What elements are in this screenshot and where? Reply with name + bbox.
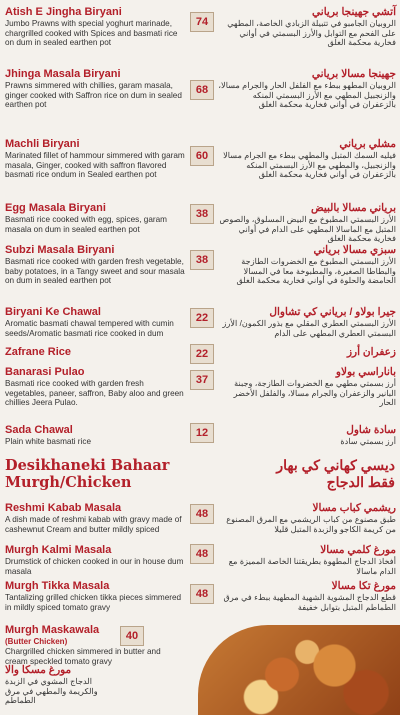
item-name: Machli Biryani — [5, 138, 80, 150]
item-description-arabic: فيليه السمك المتبل والمطهي ببطء مع الجرام مسالا والزنجبيل، والمطهي مع الأرز البسمتي المنكه بالزعفران في أواني فخارية محكمة الغلق — [223, 151, 396, 180]
section-title-arabic-line-1: ديسي كهاني كي بهار — [276, 457, 395, 473]
price-badge: 48 — [190, 504, 214, 524]
item-name: Sada Chawal — [5, 424, 73, 436]
item-description-arabic: أرز بسمتي سادة — [340, 437, 396, 446]
price-badge: 12 — [190, 423, 214, 443]
price-badge: 60 — [190, 146, 214, 166]
item-description-arabic: أفخاذ الدجاج المطهوة بطريقتنا الخاصة المميزة مع الدام ماسالا — [228, 557, 396, 576]
item-name-arabic: جيرا بولاو / برياني كي تشاوال — [269, 306, 396, 318]
item-description-arabic: الأرز البسمتي العطري المقلي مع بذور الكمون/ الأرز البسمتي العطري المطهي على الدام — [222, 319, 396, 338]
item-name: Reshmi Kabab Masala — [5, 502, 122, 514]
dish-photo — [198, 625, 400, 715]
item-description: Plain white basmati rice — [5, 437, 92, 446]
item-name-arabic: مشلي برياني — [339, 138, 396, 150]
price-badge: 74 — [190, 12, 214, 32]
item-subtitle: (Butter Chicken) — [5, 637, 68, 646]
item-name: Subzi Masala Biryani — [5, 244, 115, 256]
item-name: Zafrane Rice — [5, 346, 72, 358]
price-badge: 48 — [190, 584, 214, 604]
item-name: Murgh Tikka Masala — [5, 580, 110, 592]
item-name-arabic: مورغ مسكا والا — [5, 664, 72, 676]
section-title-line-1: Desikhaneki Bahaar — [5, 457, 170, 474]
section-title-arabic — [205, 457, 395, 491]
item-description-arabic: طبق مصنوع من كباب الريشمي مع المرق المصنوع من كريمة الكاجو والزبدة المتبل قليلا — [226, 515, 396, 534]
item-description: Marinated fillet of hammour simmered with garam masala, Ginger, cooked with saffron flavored basmati rice ondum in Sealed earthen pot — [5, 151, 185, 180]
price-badge: 48 — [190, 544, 214, 564]
item-name-arabic: برياني مسالا بالبيض — [310, 202, 396, 214]
item-description: Basmati rice cooked with egg, spices, garam masala on dum in sealed earthen pot — [5, 215, 168, 234]
price-badge: 22 — [190, 308, 214, 328]
item-description-arabic: الروبيان المطهو ببطء مع الفلفل الحار والجرام مسالا، والزنجبيل المطهي مع الأرز البسمتي المنكه بالزعفران في أواني فخارية محكمة الغلق — [218, 81, 396, 110]
item-description: Prawns simmered with chillies, garam masala, ginger cooked with Saffron rice on dum in sealed earthen pot — [5, 81, 182, 110]
item-description-arabic: أرز بسمتي مطهي مع الخضروات الطازجة، وجبنة البانير والزعفران والجرام مسالا، والفلفل الأخضر الحار — [233, 379, 396, 408]
item-description-arabic: الروبيان الجامبو في تتبيلة الزبادي الخاصة، المطهي على الفحم مع التوابل والأرز البسمتي في أواني فخارية محكمة الغلق — [227, 19, 396, 48]
item-name-arabic: جهينجا مسالا برياني — [311, 68, 396, 80]
item-description: Aromatic basmati chawal tempered with cumin seeds/Aromatic basmati rice cooked in dum — [5, 319, 174, 338]
item-name: Egg Masala Biryani — [5, 202, 106, 214]
item-description-arabic: الأرز البسمتي المطبوخ مع البيض المسلوق، والصوص المتبل مع الماسالا المطهي على الدام في أواني فخارية محكمة الغلق — [219, 215, 396, 244]
item-name-arabic: مورغ كلمي مسالا — [320, 544, 396, 556]
item-name: Atish E Jingha Biryani — [5, 6, 122, 18]
item-name: Jhinga Masala Biryani — [5, 68, 121, 80]
item-description: Jumbo Prawns with special yoghurt marinade, chargrilled cooked with Spices and basmati rice on dum in sealed earthen pot — [5, 19, 178, 48]
item-name-arabic: باناراسي بولاو — [335, 366, 396, 378]
item-name: Murgh Maskawala — [5, 624, 100, 636]
price-badge: 38 — [190, 250, 214, 270]
price-badge: 40 — [120, 626, 144, 646]
item-description: Drumstick of chicken cooked in our in house dum masala — [5, 557, 184, 576]
item-name-arabic: سبزي مسالا برياني — [313, 244, 396, 256]
item-description-arabic: قطع الدجاج المشوية الشهية المطهية ببطء في مرق الطماطم المتبل بتوابل خفيفة — [223, 593, 396, 612]
item-description: Basmati rice cooked with garden fresh vegetables, paneer, saffron, Baby aloo and green chillies Jeera Pulao. — [5, 379, 184, 408]
price-badge: 37 — [190, 370, 214, 390]
item-description: Tantalizing grilled chicken tikka pieces simmered in mildly spiced tomato gravy — [5, 593, 182, 612]
item-name-arabic: ريشمي كباب مسالا — [312, 502, 396, 514]
item-name-arabic: سادة شاول — [346, 424, 396, 436]
price-badge: 22 — [190, 344, 214, 364]
item-name: Banarasi Pulao — [5, 366, 85, 378]
item-description: Basmati rice cooked with garden fresh vegetable, baby potatoes, in a Tangy sweet and sour masala on dum in sealed earthen pot — [5, 257, 185, 286]
item-description: A dish made of reshmi kabab with gravy made of cashewnut Cream and butter mildly spiced — [5, 515, 182, 534]
item-name-arabic: آتشي جهينجا برياني — [312, 6, 396, 18]
item-name-arabic: مورغ تكا مسالا — [331, 580, 396, 592]
item-description-arabic: الدجاج المشوي في الزبدة والكريمة والمطهي في مرق الطماطم — [5, 677, 98, 706]
item-name-arabic: زعفران أرز — [346, 346, 396, 358]
section-title-line-2: Murgh/Chicken — [5, 474, 132, 491]
price-badge: 38 — [190, 204, 214, 224]
item-name: Murgh Kalmi Masala — [5, 544, 112, 556]
item-name: Biryani Ke Chawal — [5, 306, 101, 318]
section-title-arabic-line-2: فقط الدجاج — [326, 474, 395, 490]
item-description-arabic: الأرز البسمتي المطبوخ مع الخضروات الطازجة والبطاطا الصغيرة، والمطبوخة معا في المسالا الحامضة والحلوة في أواني فخارية محكمة الغلق — [236, 257, 396, 286]
section-title — [5, 457, 169, 491]
price-badge: 68 — [190, 80, 214, 100]
item-description: Chargrilled chicken simmered in butter and cream speckled tomato gravy — [5, 647, 161, 666]
